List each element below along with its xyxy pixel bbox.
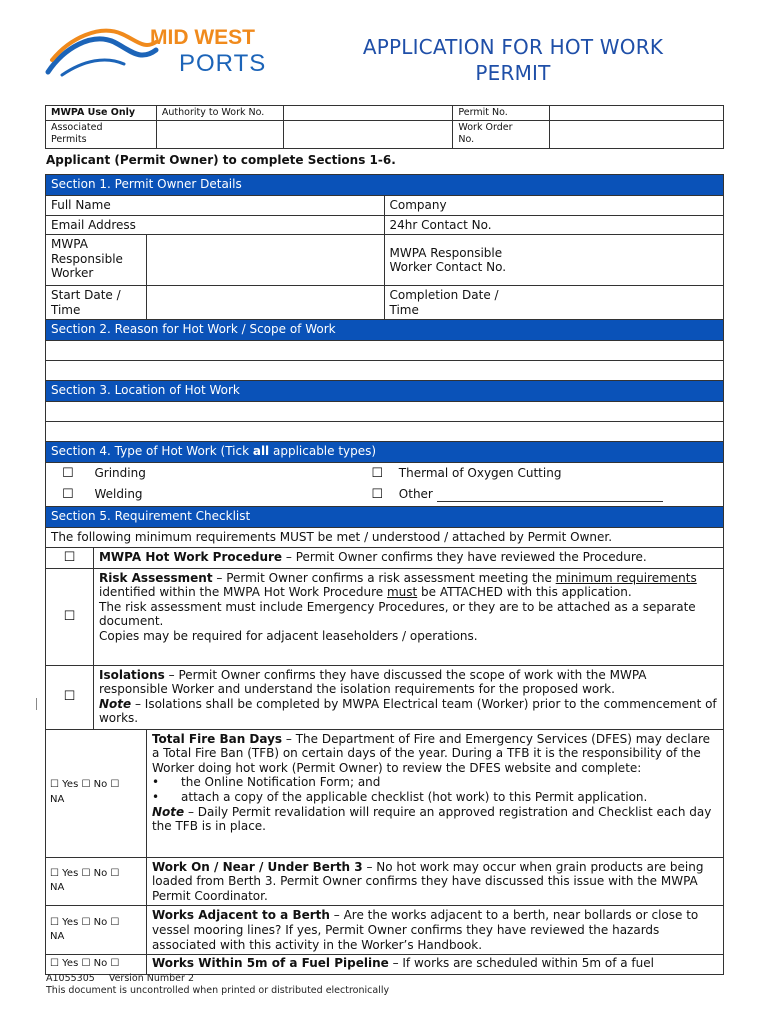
applicant-instruction: Applicant (Permit Owner) to complete Sections 1-6. [46, 153, 396, 167]
bullet-icon: • [151, 789, 160, 804]
other-checkbox[interactable]: ☐ [371, 486, 383, 502]
thermal-cutting-checkbox[interactable]: ☐ [371, 466, 383, 482]
authority-to-work-field[interactable] [283, 106, 453, 121]
email-field[interactable]: Email Address [46, 215, 385, 235]
associated-permits-field[interactable] [156, 121, 283, 149]
start-date-label: Start Date / Time [46, 286, 147, 320]
logo-ports-text: PORTS [179, 50, 267, 77]
section5-heading: Section 5. Requirement Checklist [46, 507, 724, 528]
fuel-pipeline-text: Works Within 5m of a Fuel Pipeline – If works are scheduled within 5m of a fuel [146, 955, 723, 975]
completion-date-field[interactable]: Completion Date / Time [384, 286, 724, 320]
risk-assessment-checkbox[interactable]: ☐ [63, 608, 76, 624]
permit-no-field[interactable] [550, 106, 724, 121]
authority-to-work-label: Authority to Work No. [156, 106, 283, 121]
adjacent-berth-yes-no-na[interactable]: ☐ Yes ☐ No ☐ NA [46, 906, 147, 955]
contact-no-field[interactable]: 24hr Contact No. [384, 215, 724, 235]
grinding-checkbox[interactable]: ☐ [62, 466, 74, 482]
requirements-intro: The following minimum requirements MUST be met / understood / attached by Permit Owner. [46, 528, 724, 548]
logo-wave-icon [44, 20, 284, 80]
isolations-text: Isolations – Permit Owner confirms they have discussed the scope of work with the MWPA responsible Worker and understand the isolation requirements for the proposed work. Note – Isolations shall be completed by MWPA Electrical team (Worker) prior to the commencement of works. [93, 665, 723, 729]
mwpa-use-only-table [45, 105, 724, 149]
permit-form [45, 174, 724, 975]
permit-no-label: Permit No. [453, 106, 550, 121]
margin-mark [36, 698, 37, 710]
fuel-pipeline-yes-no-na[interactable]: ☐ Yes ☐ No ☐ [46, 955, 147, 975]
associated-permits-label: Associated Permits [46, 121, 157, 149]
bullet-icon: • [151, 775, 160, 790]
section1-heading: Section 1. Permit Owner Details [46, 175, 724, 196]
version-number: Version Number 2 [108, 973, 194, 984]
logo-mid-west-text: MID WEST [150, 26, 255, 49]
location-line-2[interactable] [46, 422, 724, 442]
section2-heading: Section 2. Reason for Hot Work / Scope of Work [46, 320, 724, 341]
total-fire-ban-yes-no-na[interactable]: ☐ Yes ☐ No ☐ NA [46, 729, 147, 857]
document-title: APPLICATION FOR HOT WORK PERMIT [362, 35, 664, 85]
hot-work-procedure-text: MWPA Hot Work Procedure – Permit Owner confirms they have reviewed the Procedure. [93, 547, 723, 568]
isolations-checkbox[interactable]: ☐ [63, 689, 76, 705]
other-input-line[interactable] [437, 490, 663, 502]
associated-permits-field-2[interactable] [283, 121, 453, 149]
other-label: Other [398, 486, 433, 501]
risk-assessment-checkbox-cell[interactable] [46, 568, 94, 665]
grinding-label: Grinding [94, 466, 146, 481]
scope-of-work-line-1[interactable] [46, 341, 724, 361]
responsible-worker-field[interactable] [146, 235, 384, 286]
company-field[interactable]: Company [384, 196, 724, 216]
section4-heading: Section 4. Type of Hot Work (Tick all applicable types) [46, 442, 724, 463]
total-fire-ban-text: Total Fire Ban Days – The Department of Fire and Emergency Services (DFES) may declare a Total Fire Ban (TFB) on certain days of the year. During a TFB it is the responsibility of the Worker doing hot work (Permit Owner) to review the DFES website and complete: • the Online Notification Form; and • attach a copy of the applicable checklist (hot work) to this Permit application. Note – Daily Permit revalidation will require an approved registration and Checklist each day the TFB is in place. [146, 729, 723, 857]
berth3-yes-no-na[interactable]: ☐ Yes ☐ No ☐ NA [46, 857, 147, 906]
full-name-field[interactable]: Full Name [46, 196, 385, 216]
risk-assessment-text: Risk Assessment – Permit Owner confirms a risk assessment meeting the minimum requirements identified within the MWPA Hot Work Procedure must be ATTACHED with this application. The risk assessment must include Emergency Procedures, or they are to be attached as a separate document. Copies may be required for adjacent leaseholders / operations. [93, 568, 723, 665]
responsible-worker-contact-field[interactable]: MWPA Responsible Worker Contact No. [384, 235, 724, 286]
section3-heading: Section 3. Location of Hot Work [46, 381, 724, 402]
isolations-checkbox-cell[interactable] [46, 665, 94, 729]
start-date-field[interactable] [146, 286, 384, 320]
adjacent-berth-text: Works Adjacent to a Berth – Are the works adjacent to a berth, near bollards or close to vessel mooring lines? If yes, Permit Owner confirms they have reviewed the hazards associated with this activity in the Worker’s Handbook. [146, 906, 723, 955]
scope-of-work-line-2[interactable] [46, 361, 724, 381]
hot-work-type-row-1 [46, 463, 724, 485]
work-order-label: Work Order No. [453, 121, 550, 149]
hot-work-procedure-checkbox-cell[interactable] [46, 547, 94, 568]
hot-work-type-row-2 [46, 485, 724, 507]
thermal-cutting-label: Thermal of Oxygen Cutting [398, 466, 562, 481]
document-id: A1055305 [46, 973, 95, 984]
mid-west-ports-logo [44, 20, 284, 80]
berth3-text: Work On / Near / Under Berth 3 – No hot work may occur when grain products are being loaded from Berth 3. Permit Owner confirms they have discussed this issue with the MWPA Permit Coordinator. [146, 857, 723, 906]
work-order-field[interactable] [550, 121, 724, 149]
welding-checkbox[interactable]: ☐ [62, 486, 74, 502]
mwpa-use-only-label: MWPA Use Only [46, 106, 157, 121]
welding-label: Welding [94, 486, 143, 501]
responsible-worker-label: MWPA Responsible Worker [46, 235, 147, 286]
uncontrolled-disclaimer: This document is uncontrolled when printed or distributed electronically [46, 985, 390, 996]
location-line-1[interactable] [46, 402, 724, 422]
hot-work-procedure-checkbox[interactable]: ☐ [63, 549, 76, 565]
page-footer [46, 973, 389, 997]
